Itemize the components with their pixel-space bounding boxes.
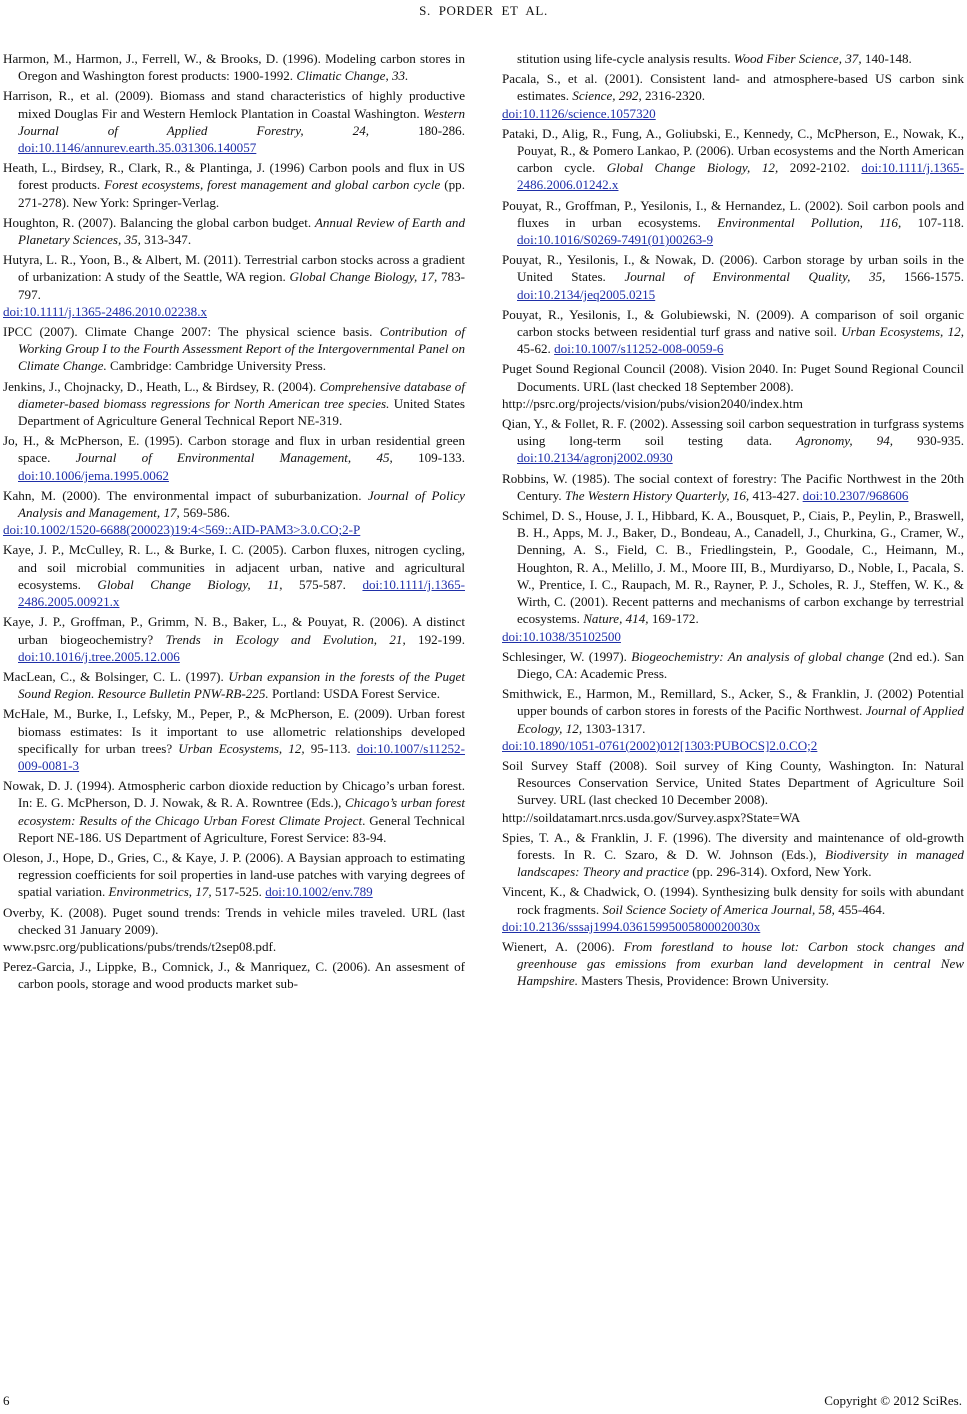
- reference-entry: Vincent, K., & Chadwick, O. (1994). Synthesizing bulk density for soils with abundant rock fragments. Soil Science Society of America Journal, 58, 455-464. doi:10.2136/sssaj1994.03615995005800020030x: [502, 884, 964, 934]
- reference-entry: IPCC (2007). Climate Change 2007: The physical science basis. Contribution of Working Group I to the Fourth Assessment Report of the Intergovernmental Panel on Climate Change. Cambridge: Cambridge University Press.: [3, 324, 465, 374]
- doi-link[interactable]: doi:10.2134/jeq2005.0215: [517, 286, 656, 302]
- reference-entry: Houghton, R. (2007). Balancing the global carbon budget. Annual Review of Earth and Planetary Sciences, 35, 313-347.: [3, 214, 465, 248]
- doi-link[interactable]: doi:10.1002/1520-6688(200023)19:4<569::AID-PAM3>3.0.CO;2-P: [3, 522, 361, 538]
- reference-entry: Wienert, A. (2006). From forestland to house lot: Carbon stock changes and greenhouse gas emissions from exurban land development in central New Hampshire. Masters Thesis, Providence: Brown University.: [502, 938, 964, 989]
- reference-entry: Schimel, D. S., House, J. I., Hibbard, K. A., Bousquet, P., Ciais, P., Peylin, P., Braswell, B. H., Apps, M. J., Baker, D., Bondeau, A., Canadell, J., Churkina, G., Cramer, W., Denning, A. S., Field, C. B., Friedlingstein, P., Goodale, C., Heimann, M., Houghton, R. A., Melillo, J. M., Moore III, B., Murdiyarso, D., Noble, I., Pacala, S. W., Prentice, I. C., Raupach, M. R., Rayner, P. J., Scholes, R. J., Steffen, W. K., & Wirth, C. (2001). Recent patterns and mechanisms of carbon exchange by terrestrial ecosystems. Nature, 414, 169-172. doi:10.1038/35102500: [502, 508, 964, 644]
- reference-entry: Kaye, J. P., Groffman, P., Grimm, N. B., Baker, L., & Pouyat, R. (2006). A distinct urban biogeochemistry? Trends in Ecology and Evolution, 21, 192-199. doi:10.1016/j.tree.2005.12.006: [3, 614, 465, 664]
- doi-link[interactable]: doi:10.1111/j.1365-2486.2005.00921.x: [18, 576, 466, 610]
- doi-link[interactable]: doi:10.1890/1051-0761(2002)012[1303:PUBOCS]2.0.CO;2: [502, 737, 818, 753]
- page-number: 6: [3, 1393, 10, 1408]
- reference-entry: stitution using life-cycle analysis results. Wood Fiber Science, 37, 140-148.: [517, 51, 912, 66]
- reference-entry: Pouyat, R., Yesilonis, I., & Nowak, D. (2006). Carbon storage by urban soils in the United States. Journal of Environmental Quality, 35, 1566-1575. doi:10.2134/jeq2005.0215: [502, 252, 965, 302]
- doi-link[interactable]: doi:10.1016/S0269-7491(01)00263-9: [517, 232, 714, 248]
- reference-entry: Kahn, M. (2000). The environmental impact of suburbanization. Journal of Policy Analysis and Management, 17, 569-586. doi:10.1002/1520-6688(200023)19:4<569::AID-PAM3>3.0.CO;2-P: [3, 487, 465, 538]
- running-head: S. PORDER ET AL.: [419, 3, 548, 18]
- doi-link[interactable]: doi:10.1007/s11252-008-0059-6: [554, 341, 724, 357]
- doi-link[interactable]: doi:10.1007/s11252-009-0081-3: [18, 740, 465, 773]
- reference-entry: Pataki, D., Alig, R., Fung, A., Goliubski, E., Kennedy, C., McPherson, E., Nowak, K., Pouyat, R., & Pomero Lankao, P. (2006). Urban ecosystems and the North American carbon cycle. Global Change Biology, 12, 2092-2102. doi:10.1111/j.1365-2486.2006.01242.x: [502, 125, 964, 193]
- copyright-notice: Copyright © 2012 SciRes.: [824, 1393, 962, 1408]
- doi-link[interactable]: doi:10.1016/j.tree.2005.12.006: [18, 648, 180, 664]
- reference-entry: Nowak, D. J. (1994). Atmospheric carbon dioxide reduction by Chicago’s urban forest. In: E. G. McPherson, D. J. Nowak, & R. A. Rowntree (Eds.), Chicago’s urban forest ecosystem: Results of the Chicago Urban Forest Climate Project. General Technical Report NE-186. US Department of Agriculture, Forest Service: 83-94.: [3, 778, 465, 845]
- reference-entry: Puget Sound Regional Council (2008). Vision 2040. In: Puget Sound Regional Council Documents. URL (last checked 18 September 2008). http://psrc.org/projects/vision/pubs/vision2040/index.htm: [502, 361, 964, 411]
- doi-link[interactable]: doi:10.1111/j.1365-2486.2010.02238.x: [3, 303, 208, 319]
- reference-entry: Oleson, J., Hope, D., Gries, C., & Kaye, J. P. (2006). A Baysian approach to estimating regression coefficients for soil properties in land-use patches with varying degrees of spatial variation. Environmetrics, 17, 517-525. doi:10.1002/env.789: [3, 849, 465, 900]
- doi-link[interactable]: doi:10.1006/jema.1995.0062: [18, 467, 169, 483]
- reference-entry: Qian, Y., & Follet, R. F. (2002). Assessing soil carbon sequestration in turfgrass systems using long-term soil testing data. Agronomy, 94, 930-935. doi:10.2134/agronj2002.0930: [502, 416, 964, 466]
- reference-entry: Jo, H., & McPherson, E. (1995). Carbon storage and flux in urban residential green space. Journal of Environmental Management, 45, 109-133. doi:10.1006/jema.1995.0062: [3, 433, 465, 483]
- reference-entry: Pouyat, R., Yesilonis, I., & Golubiewski, N. (2009). A comparison of soil organic carbon stocks between residential turf grass and native soil. Urban Ecosystems, 12, 45-62. doi:10.1007/s11252-008-0059-6: [502, 306, 964, 357]
- doi-link[interactable]: doi:10.1111/j.1365-2486.2006.01242.x: [517, 160, 964, 193]
- reference-entry: Overby, K. (2008). Puget sound trends: Trends in vehicle miles traveled. URL (last checked 31 January 2009). www.psrc.org/publications/pubs/trends/t2sep08.pdf.: [3, 904, 465, 954]
- reference-entry: Smithwick, E., Harmon, M., Remillard, S., Acker, S., & Franklin, J. (2002) Potential upper bounds of carbon stores in forests of the Pacific Northwest. Journal of Applied Ecology, 12, 1303-1317. doi:10.1890/1051-0761(2002)012[1303:PUBOCS]2.0.CO;2: [502, 686, 964, 753]
- reference-entry: Harrison, R., et al. (2009). Biomass and stand characteristics of highly productive mixed Douglas Fir and Western Hemlock Plantation in Coastal Washington. Western Journal of Applied Forestry, 24, 180-286. doi:10.1146/annurev.earth.35.031306.140057: [3, 88, 465, 156]
- doi-link[interactable]: doi:10.2134/agronj2002.0930: [517, 450, 673, 466]
- references-right-column: [502, 50, 964, 993]
- reference-entry: Spies, T. A., & Franklin, J. F. (1996). The diversity and maintenance of old-growth forests. In R. C. Szaro, & D. W. Johnson (Eds.), Biodiversity in managed landscapes: Theory and practice (pp. 296-314). Oxford, New York.: [502, 829, 964, 880]
- doi-link[interactable]: doi:10.2136/sssaj1994.03615995005800020030x: [502, 918, 761, 934]
- doi-link[interactable]: doi:10.1146/annurev.earth.35.031306.140057: [18, 140, 257, 156]
- reference-entry: Robbins, W. (1985). The social context of forestry: The Pacific Northwest in the 20th Century. The Western History Quarterly, 16, 413-427. doi:10.2307/968606: [502, 470, 964, 503]
- doi-link[interactable]: doi:10.1038/35102500: [502, 628, 621, 644]
- reference-entry: Hutyra, L. R., Yoon, B., & Albert, M. (2011). Terrestrial carbon stocks across a gradient of urbanization: A study of the Seattle, WA region. Global Change Biology, 17, 783-797. doi:10.1111/j.1365-2486.2010.02238.x: [3, 252, 465, 319]
- reference-entry: Soil Survey Staff (2008). Soil survey of King County, Washington. In: Natural Resources Conservation Service, United States Department of Agriculture Soil Survey. URL (last checked 10 December 2008). http://soildatamart.nrcs.usda.gov/Survey.aspx?State=WA: [502, 757, 964, 825]
- reference-entry: Harmon, M., Harmon, J., Ferrell, W., & Brooks, D. (1996). Modeling carbon stores in Oregon and Washington forest products: 1900-1992. Climatic Change, 33.: [3, 51, 465, 84]
- reference-entry: Jenkins, J., Chojnacky, D., Heath, L., & Birdsey, R. (2004). Comprehensive database of diameter-based biomass regressions for North American tree species. United States Department of Agriculture General Technical Report NE-319.: [3, 378, 465, 429]
- doi-link[interactable]: doi:10.2307/968606: [802, 487, 909, 503]
- reference-entry: Kaye, J. P., McCulley, R. L., & Burke, I. C. (2005). Carbon fluxes, nitrogen cycling, and soil microbial communities in adjacent urban, native and agricultural ecosystems. Global Change Biology, 11, 575-587. doi:10.1111/j.1365-2486.2005.00921.x: [3, 542, 466, 610]
- doi-link[interactable]: doi:10.1002/env.789: [265, 884, 373, 900]
- reference-entry: Pouyat, R., Groffman, P., Yesilonis, I., & Hernandez, L. (2002). Soil carbon pools and fluxes in urban ecosystems. Environmental Pollution, 116, 107-118. doi:10.1016/S0269-7491(01)00263-9: [502, 197, 964, 248]
- reference-entry: MacLean, C., & Bolsinger, C. L. (1997). Urban expansion in the forests of the Puget Sound Region. Resource Bulletin PNW-RB-225. Portland: USDA Forest Service.: [3, 668, 465, 702]
- reference-entry: Pacala, S., et al. (2001). Consistent land- and atmosphere-based US carbon sink estimates. Science, 292, 2316-2320. doi:10.1126/science.1057320: [502, 71, 964, 121]
- doi-link[interactable]: doi:10.1126/science.1057320: [502, 105, 656, 121]
- reference-entry: Perez-Garcia, J., Lippke, B., Comnick, J., & Manriquez, C. (2006). An assesment of carbon pools, storage and wood products market sub-: [3, 959, 465, 992]
- reference-entry: Schlesinger, W. (1997). Biogeochemistry: An analysis of global change (2nd ed.). San Diego, CA: Academic Press.: [502, 648, 964, 681]
- references-left-column: [3, 50, 465, 996]
- reference-entry: McHale, M., Burke, I., Lefsky, M., Peper, P., & McPherson, E. (2009). Urban forest biomass estimates: Is it important to use allometric relationships developed specifically for urban trees? Urban Ecosystems, 12, 95-113. doi:10.1007/s11252-009-0081-3: [3, 706, 465, 773]
- reference-entry: Heath, L., Birdsey, R., Clark, R., & Plantinga, J. (1996) Carbon pools and flux in US forest products. Forest ecosystems, forest management and global carbon cycle (pp. 271-278). New York: Springer-Verlag.: [3, 160, 465, 210]
